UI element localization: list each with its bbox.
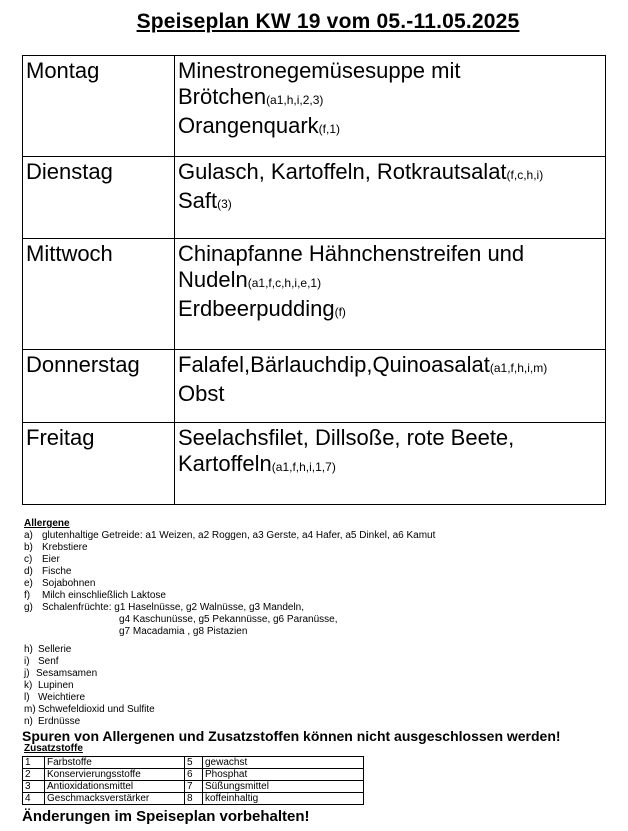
meal-text: Gulasch, Kartoffeln, Rotkrautsalat bbox=[178, 159, 507, 184]
day-label: Donnerstag bbox=[23, 350, 175, 423]
day-label: Dienstag bbox=[23, 157, 175, 239]
meal-line bbox=[178, 425, 602, 451]
meal-text: Falafel,Bärlauchdip,Quinoasalat bbox=[178, 352, 490, 377]
allergen-item: g) Schalenfrüchte: g1 Haselnüsse, g2 Walnüsse, g3 Mandeln, bbox=[24, 602, 305, 613]
meal-line bbox=[178, 267, 602, 296]
meal-line bbox=[178, 84, 602, 113]
allergen-item: j) Sesamsamen bbox=[24, 668, 98, 679]
menu-row-montag bbox=[23, 56, 606, 157]
day-label: Montag bbox=[23, 56, 175, 157]
allergen-item: k) Lupinen bbox=[24, 680, 74, 691]
allergen-item-continuation: g7 Macadamia , g8 Pistazien bbox=[119, 626, 248, 637]
menu-row-donnerstag bbox=[23, 350, 606, 423]
allergen-title: Allergene bbox=[24, 518, 70, 529]
menu-row-freitag bbox=[23, 423, 606, 505]
allergen-item: n) Erdnüsse bbox=[24, 716, 81, 727]
meal-text: Seelachsfilet, Dillsoße, rote Beete, bbox=[178, 425, 515, 450]
table-row: 4 Geschmacksverstärker 8 koffeinhaltig bbox=[23, 793, 364, 805]
table-row: 1 Farbstoffe 5 gewachst bbox=[23, 757, 364, 769]
allergen-codes: (3) bbox=[217, 197, 232, 211]
meal-text: Erdbeerpudding bbox=[178, 296, 335, 321]
allergen-codes: (a1,f,h,i,1,7) bbox=[271, 460, 336, 474]
meal-text: Orangenquark bbox=[178, 113, 319, 138]
allergen-item: d) Fische bbox=[24, 566, 72, 577]
allergen-codes: (f,1) bbox=[318, 122, 340, 136]
allergen-item: f) Milch einschließlich Laktose bbox=[24, 590, 166, 601]
additives-title: Zusatzstoffe bbox=[24, 743, 83, 754]
allergen-item: b) Krebstiere bbox=[24, 542, 88, 553]
allergen-item: c) Eier bbox=[24, 554, 60, 565]
meal-line bbox=[178, 159, 602, 188]
allergen-item: h) Sellerie bbox=[24, 644, 72, 655]
meal-text: Kartoffeln bbox=[178, 451, 272, 476]
meal-line bbox=[178, 381, 602, 407]
allergen-item: e) Sojabohnen bbox=[24, 578, 96, 589]
allergen-codes: (f) bbox=[334, 305, 346, 319]
allergen-legend bbox=[24, 518, 436, 728]
table-row: 2 Konservierungsstoffe 6 Phosphat bbox=[23, 769, 364, 781]
meal-cell bbox=[175, 350, 606, 423]
meal-line bbox=[178, 58, 602, 84]
meal-text: Minestronegemüsesuppe mit bbox=[178, 58, 461, 83]
additives-table bbox=[22, 756, 364, 805]
meal-line bbox=[178, 188, 602, 217]
footer-note: Änderungen im Speiseplan vorbehalten! bbox=[22, 808, 310, 825]
meal-text: Saft bbox=[178, 188, 218, 213]
day-label: Mittwoch bbox=[23, 239, 175, 350]
allergen-codes: (a1,f,c,h,i,e,1) bbox=[247, 276, 322, 290]
allergen-codes: (a1,f,h,i,m) bbox=[489, 361, 548, 375]
allergen-item-continuation: g4 Kaschunüsse, g5 Pekannüsse, g6 Paranüsse, bbox=[119, 614, 338, 625]
allergen-item: a) glutenhaltige Getreide: a1 Weizen, a2 Roggen, a3 Gerste, a4 Hafer, a5 Dinkel, a6 Kamut bbox=[24, 530, 436, 541]
meal-line bbox=[178, 451, 602, 480]
meal-cell bbox=[175, 56, 606, 157]
table-row: 3 Antioxidationsmittel 7 Süßungsmittel bbox=[23, 781, 364, 793]
meal-line bbox=[178, 296, 602, 325]
meal-cell bbox=[175, 423, 606, 505]
meal-text: Nudeln bbox=[178, 267, 248, 292]
meal-cell bbox=[175, 157, 606, 239]
meal-line bbox=[178, 241, 602, 267]
meal-line bbox=[178, 352, 602, 381]
allergen-codes: (a1,h,i,2,3) bbox=[266, 93, 324, 107]
menu-row-mittwoch bbox=[23, 239, 606, 350]
meal-text: Chinapfanne Hähnchenstreifen und bbox=[178, 241, 525, 266]
allergen-item: i) Senf bbox=[24, 656, 59, 667]
meal-cell bbox=[175, 239, 606, 350]
allergen-item: l) Weichtiere bbox=[24, 692, 86, 703]
allergen-warning: Spuren von Allergenen und Zusatzstoffen können nicht ausgeschlossen werden! bbox=[22, 728, 561, 744]
menu-row-dienstag bbox=[23, 157, 606, 239]
meal-text: Obst bbox=[178, 381, 225, 406]
allergen-codes: (f,c,h,i) bbox=[506, 168, 544, 182]
meal-text: Brötchen bbox=[178, 84, 267, 109]
day-label: Freitag bbox=[23, 423, 175, 505]
page-title: Speiseplan KW 19 vom 05.-11.05.2025 bbox=[136, 10, 520, 33]
allergen-item: m) Schwefeldioxid und Sulfite bbox=[24, 704, 155, 715]
menu-table bbox=[22, 55, 606, 505]
meal-line bbox=[178, 113, 602, 142]
